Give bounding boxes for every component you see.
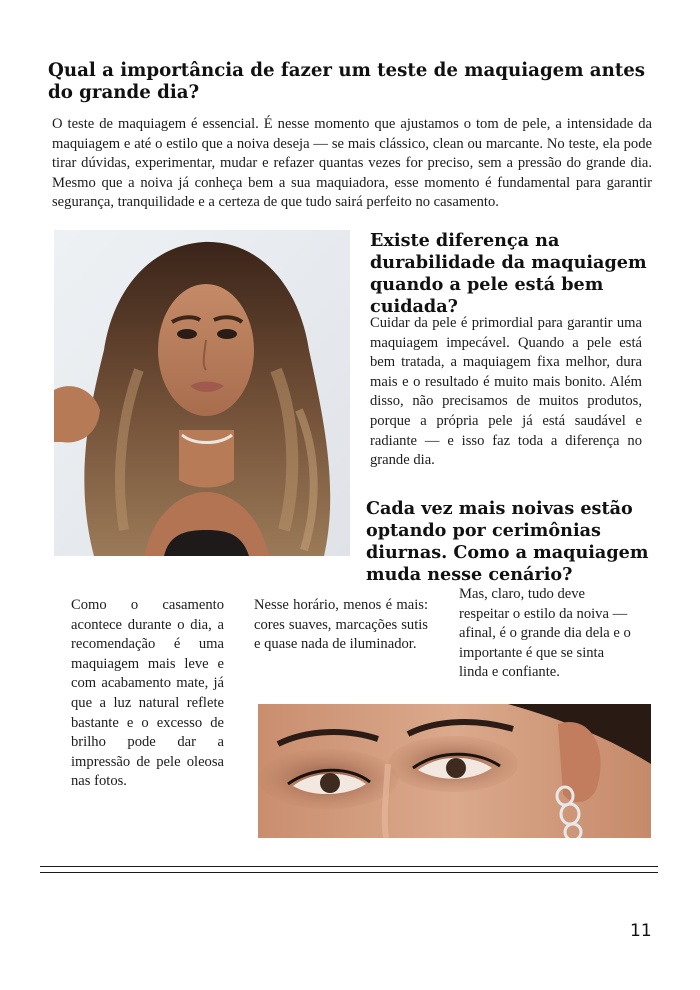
- paragraph-makeup-test: O teste de maquiagem é essencial. É nesse momento que ajustamos o tom de pele, a intensidade da maquiagem e até o estilo que a noiva deseja — se mais clássico, clean ou marcante. No teste, ela pode tirar dúvidas, experimentar, mudar e refazer quantas vezes for preciso, sem a pressão do grande dia. Mesmo que a noiva já conheça bem a sua maquiadora, esse momento é fundamental para garantir segurança, tranquilidade e a certeza de que tudo sairá perfeito no casamento.: [52, 116, 652, 211]
- divider-line-bottom: [40, 872, 658, 873]
- portrait-photo-wavy-hair: [54, 230, 350, 556]
- column-text-2: Nesse horário, menos é mais: cores suaves, marcações sutis e quase nada de iluminador.: [254, 597, 428, 653]
- heading-daytime-ceremonies: Cada vez mais noivas estão optando por cerimônias diurnas. Como a maquiagem muda nesse cenário?: [366, 498, 649, 585]
- paragraph-skin-care-durability: Cuidar da pele é primordial para garantir uma maquiagem impecável. Quando a pele está bem tratada, a maquiagem fixa melhor, dura mais e o resultado é muito mais bonito. Além disso, não precisamos de muitos produtos, porque a própria pele já está saudável e radiante — e isso faz toda a diferença no grande dia.: [370, 315, 642, 469]
- heading-skin-care-durability: Existe diferença na durabilidade da maquiagem quando a pele está bem cuidada?: [370, 230, 647, 317]
- page-number: 11: [630, 921, 652, 941]
- heading-makeup-test: Qual a importância de fazer um teste de maquiagem antes do grande dia?: [48, 60, 646, 103]
- divider-line-top: [40, 866, 658, 867]
- column-text-3: Mas, claro, tudo deve respeitar o estilo da noiva — afinal, é o grande dia dela e o importante é que se sinta linda e confiante.: [459, 586, 631, 681]
- eye-makeup-closeup-photo: [258, 704, 651, 838]
- column-text-1: Como o casamento acontece durante o dia, a recomendação é uma maquiagem mais leve e com acabamento mate, já que a luz natural reflete bastante e o excesso de brilho pode dar a impressão de pele oleosa nas fotos.: [71, 597, 224, 790]
